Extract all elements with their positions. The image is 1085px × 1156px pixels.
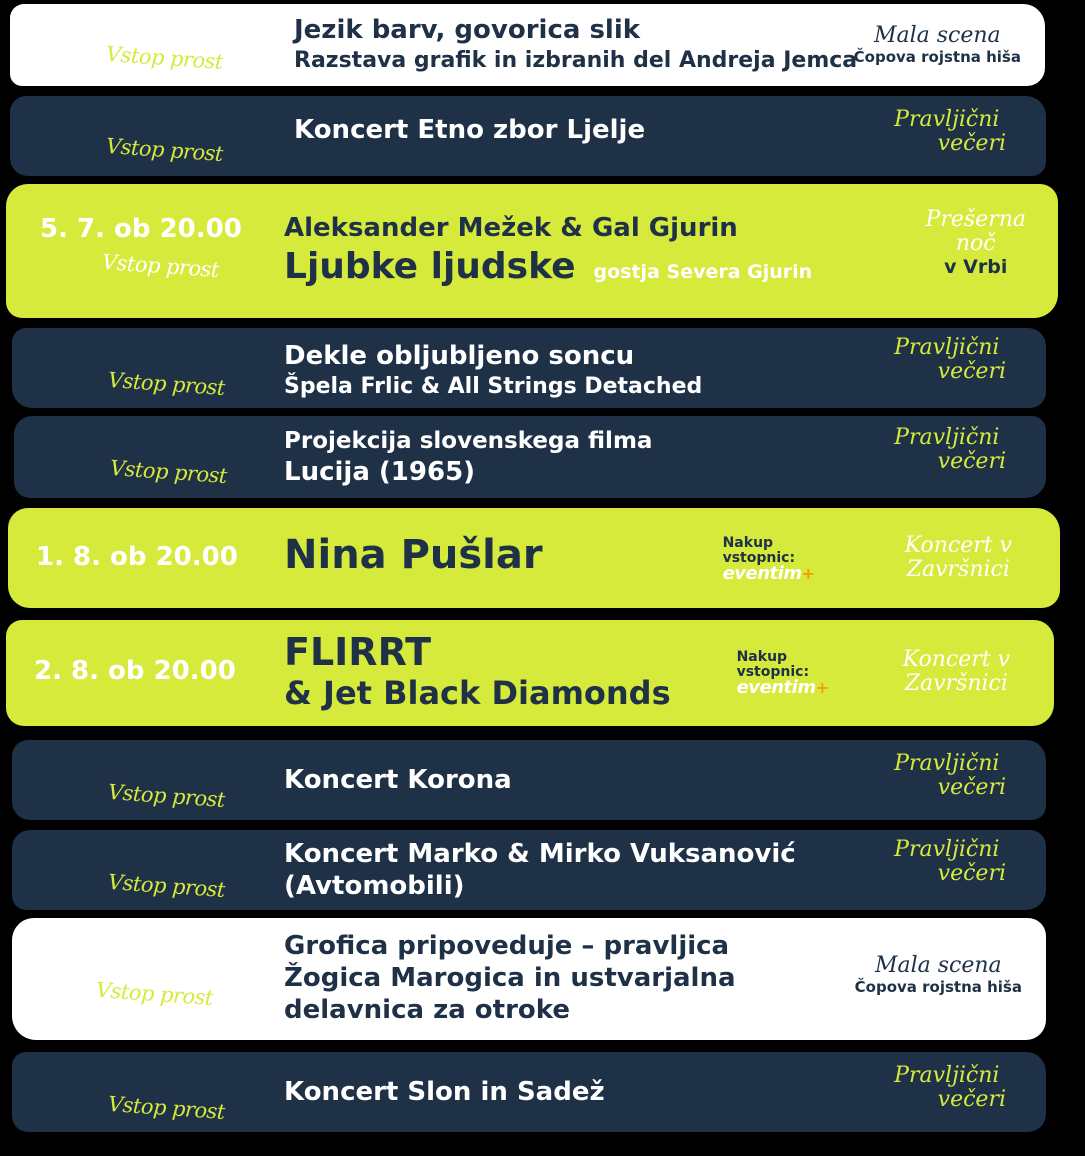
venue-handwritten: večeri [937, 131, 1006, 156]
free-entry-label: Vstop prost [107, 367, 226, 401]
venue-handwritten: Završnici [906, 557, 1010, 582]
event-row [10, 4, 1045, 86]
eventim-logo[interactable]: eventim [736, 677, 816, 698]
event-title: Projekcija slovenskega filma [284, 428, 653, 454]
event-subtitle: Lucija (1965) [284, 457, 476, 487]
venue-logo [888, 426, 1006, 474]
event-row [12, 740, 1046, 820]
venue-handwritten: Završnici [904, 671, 1008, 696]
venue-logo [888, 336, 1006, 384]
ticket-label: Nakup [736, 649, 788, 665]
event-row [10, 96, 1046, 176]
event-headline: Nina Pušlar [284, 532, 543, 578]
event-text [284, 340, 702, 402]
event-title: Žogica Marogica in ustvarjalna [284, 963, 736, 993]
venue-subtitle: Čopova rojstna hiša [854, 978, 1022, 996]
plus-icon: + [801, 564, 815, 583]
venue-handwritten: Mala scena [874, 953, 1002, 978]
free-entry-label: Vstop prost [109, 455, 228, 489]
venue-handwritten: Pravljični [894, 107, 1000, 132]
event-subtitle: Razstava grafik in izbranih del Andreja Jemca [294, 48, 858, 73]
event-headline: FLIRRT [284, 630, 432, 674]
event-headline: Ljubke ljudske [284, 246, 576, 287]
event-row [12, 328, 1046, 408]
event-date: 2. 8. ob 20.00 [34, 656, 236, 686]
venue-handwritten: večeri [937, 449, 1006, 474]
event-title: Koncert Slon in Sadež [284, 1077, 605, 1107]
venue-handwritten: večeri [937, 861, 1006, 886]
venue-logo [926, 208, 1026, 278]
venue-handwritten: večeri [937, 359, 1006, 384]
free-entry-label: Vstop prost [105, 133, 224, 167]
event-text [284, 426, 652, 488]
event-date: 5. 7. ob 20.00 [40, 214, 242, 244]
free-entry-label: Vstop prost [101, 249, 220, 283]
free-entry-label: Vstop prost [105, 41, 224, 75]
event-title: Grofica pripoveduje – pravljica [284, 931, 730, 961]
event-row [6, 620, 1054, 726]
plus-icon: + [815, 678, 829, 697]
venue-handwritten: Koncert v [902, 647, 1010, 672]
venue-logo [888, 838, 1006, 886]
free-entry-label: Vstop prost [107, 1091, 226, 1125]
free-entry-label: Vstop prost [107, 779, 226, 813]
event-row [6, 184, 1058, 318]
event-title: Jezik barv, govorica slik [294, 15, 641, 45]
event-row [14, 416, 1046, 498]
venue-handwritten: Pravljični [894, 751, 1000, 776]
event-headline-2: & Jet Black Diamonds [284, 674, 671, 712]
venue-handwritten: Pravljični [894, 837, 1000, 862]
event-title: Koncert Etno zbor Ljelje [294, 115, 646, 145]
ticket-label: Nakup [722, 535, 774, 551]
venue-handwritten: večeri [937, 1087, 1006, 1112]
free-entry-label: Vstop prost [95, 977, 214, 1011]
venue-logo [903, 648, 1010, 696]
event-row [12, 1052, 1046, 1132]
venue-handwritten: Pravljični [894, 335, 1000, 360]
event-row [12, 830, 1046, 910]
event-text [284, 930, 736, 1026]
event-text [284, 1076, 605, 1108]
event-title: (Avtomobili) [284, 871, 465, 901]
ticket-info[interactable] [737, 650, 829, 697]
event-row [8, 508, 1060, 608]
ticket-label: vstopnic: [736, 664, 810, 680]
venue-handwritten: Pravljični [894, 1063, 1000, 1088]
venue-logo [888, 1064, 1006, 1112]
event-text [284, 630, 671, 712]
event-title: Aleksander Mežek & Gal Gjurin [284, 213, 738, 243]
event-text [284, 212, 812, 290]
event-text [294, 14, 857, 76]
eventim-logo[interactable]: eventim [722, 563, 802, 584]
ticket-info[interactable] [723, 536, 815, 583]
venue-handwritten: Pravljični [894, 425, 1000, 450]
event-subtitle: Špela Frlic & All Strings Detached [284, 374, 703, 399]
venue-logo [855, 954, 1022, 996]
venue-logo [854, 24, 1021, 66]
event-title: Koncert Korona [284, 765, 512, 795]
event-title: Dekle obljubljeno soncu [284, 341, 635, 371]
event-guest: gostja Severa Gjurin [593, 261, 813, 283]
venue-handwritten: Koncert v [904, 533, 1012, 558]
venue-logo [888, 108, 1006, 156]
event-row [12, 918, 1046, 1040]
event-text [284, 764, 512, 796]
venue-handwritten: noč [955, 231, 996, 256]
venue-subtitle: Čopova rojstna hiša [853, 48, 1021, 66]
venue-handwritten: Mala scena [873, 23, 1001, 48]
event-title: Koncert Marko & Mirko Vuksanović [284, 839, 796, 869]
event-text [284, 838, 796, 902]
venue-handwritten: večeri [937, 775, 1006, 800]
free-entry-label: Vstop prost [107, 869, 226, 903]
venue-logo [888, 752, 1006, 800]
event-text [294, 114, 645, 146]
event-text [284, 532, 543, 578]
event-title: delavnica za otroke [284, 995, 571, 1025]
event-date: 1. 8. ob 20.00 [36, 542, 238, 572]
venue-subtitle: v Vrbi [944, 256, 1008, 278]
ticket-label: vstopnic: [722, 550, 796, 566]
venue-logo [905, 534, 1012, 582]
venue-handwritten: Prešerna [925, 207, 1026, 232]
